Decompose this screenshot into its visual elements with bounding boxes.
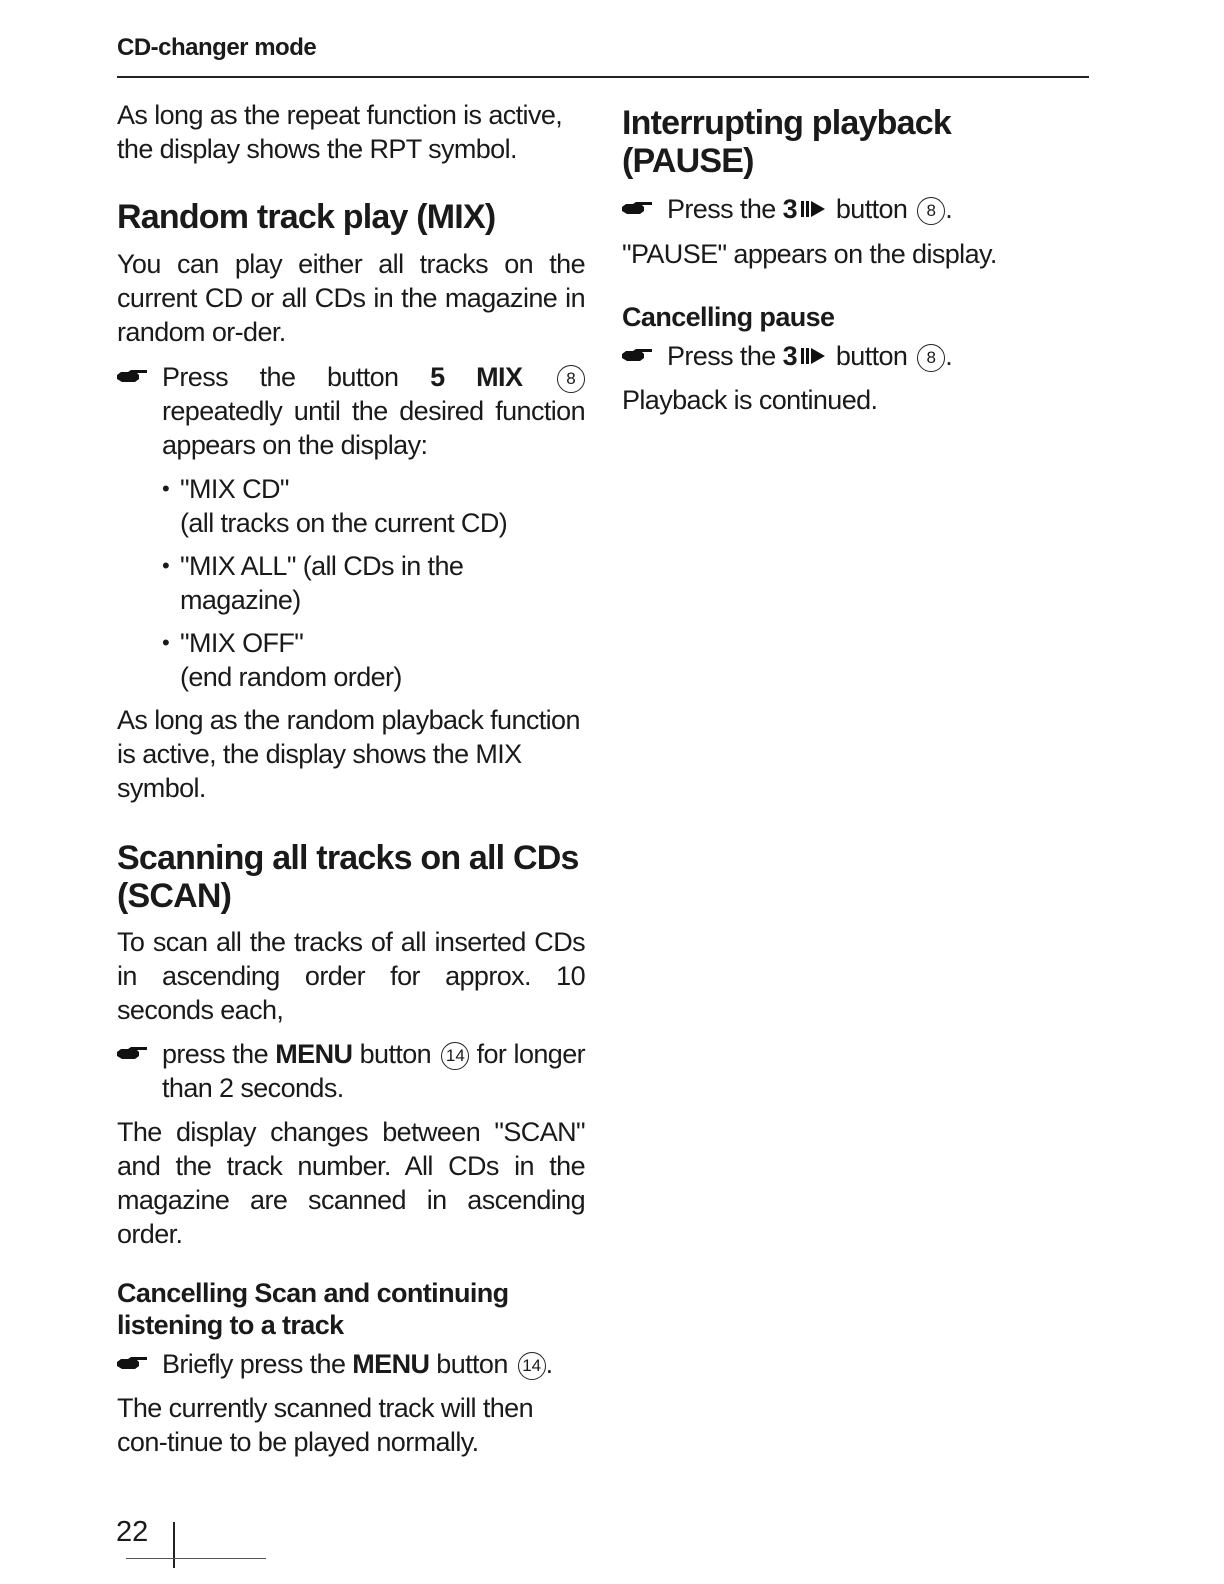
menu-button-label: MENU [352,1349,430,1379]
scan-after: The display changes between "SCAN" and the track number. All CDs in the magazine are scanned in ascending order. [117,1117,585,1249]
mix-button-label: 5 MIX [430,362,523,392]
page-number: 22 [116,1516,149,1548]
menu-ref-badge: 14 [518,1352,546,1380]
pause-step-mid: button [828,194,915,224]
cancel-scan-post: . [545,1349,553,1379]
mix-option-desc: (all tracks on the current CD) [180,508,508,538]
mix-step-pre: Press the button [162,362,431,392]
pointing-hand-icon [117,1037,162,1071]
mix-ref-badge: 8 [557,365,585,393]
repeat-note: As long as the repeat function is active, the display shows the RPT symbol. [117,100,563,164]
button-3-ref-badge: 8 [917,344,945,372]
cancel-pause-mid: button [828,341,915,371]
scan-step-post: for longer than 2 seconds. [162,1039,586,1103]
mix-option-label: "MIX ALL" (all CDs in the magazine) [180,551,464,615]
list-item [162,549,585,617]
mix-option-desc: (end random order) [180,662,402,692]
pointing-hand-icon [622,192,667,226]
mix-after: As long as the random playback function is active, the display shows the MIX symbol. [117,705,580,803]
right-column [622,98,1090,417]
mix-options-list [117,472,585,694]
pause-step-post: . [945,194,953,224]
button-3-label: 3 [782,194,797,224]
scan-step [117,1037,585,1105]
cancel-pause-heading: Cancelling pause [622,302,835,332]
cancel-pause-after: Playback is continued. [622,385,878,415]
pointing-hand-icon [117,360,162,394]
pause-step-pre: Press the [667,194,783,224]
mix-step-post: repeatedly until the desired function appears on the display: [162,396,585,460]
page-number-divider [173,1522,175,1568]
header-rule [117,76,1089,78]
menu-button-label: MENU [275,1039,353,1069]
pointing-hand-icon [622,339,667,373]
cancel-scan-step [117,1347,585,1381]
pointing-hand-icon [117,1347,162,1381]
list-item [162,626,585,694]
mix-heading: Random track play (MIX) [117,198,496,236]
button-3-ref-badge: 8 [917,197,945,225]
cancel-pause-pre: Press the [667,341,783,371]
pause-heading: Interrupting playback (PAUSE) [622,104,951,180]
scan-step-mid: button [352,1039,439,1069]
mix-body: You can play either all tracks on the current CD or all CDs in the magazine in random or-der. [117,249,585,347]
cancel-scan-after: The currently scanned track will then con-tinue to be played normally. [117,1393,533,1457]
left-column [117,98,585,1459]
scan-heading: Scanning all tracks on all CDs (SCAN) [117,839,579,915]
play-pause-icon [800,340,826,374]
cancel-pause-post: . [945,341,953,371]
play-pause-icon [800,193,826,227]
scan-step-pre: press the [162,1039,276,1069]
pause-step [622,192,1090,227]
cancel-scan-heading: Cancelling Scan and continuing listening to a track [117,1278,509,1340]
cancel-scan-mid: button [429,1349,515,1379]
cancel-scan-pre: Briefly press the [162,1349,353,1379]
mix-option-label: "MIX OFF" [180,628,304,658]
menu-ref-badge: 14 [441,1042,469,1070]
mix-option-label: "MIX CD" [180,474,289,504]
button-3-label: 3 [782,341,797,371]
footer-rule [126,1558,266,1559]
list-item [162,472,585,540]
scan-body: To scan all the tracks of all inserted CDs in ascending order for approx. 10 seconds each, [117,927,585,1025]
cancel-pause-step [622,339,1090,374]
pause-after: "PAUSE" appears on the display. [622,239,997,269]
mix-step [117,360,585,462]
page-header: CD-changer mode [117,34,317,61]
